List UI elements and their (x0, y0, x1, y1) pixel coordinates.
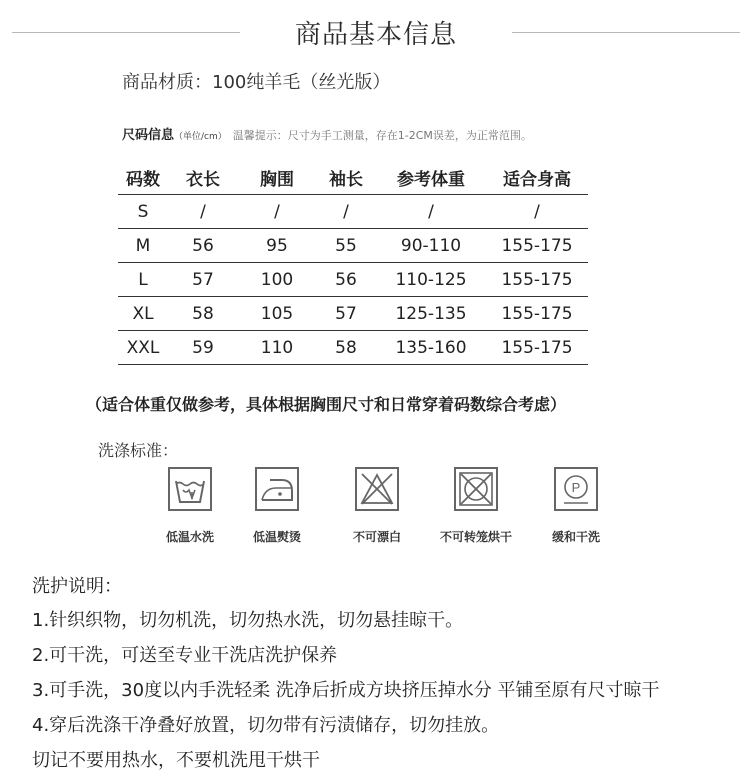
no-bleach-icon (354, 466, 400, 512)
care-line: 切记不要用热水，不要机洗甩干烘干 (32, 750, 320, 771)
care-line: 3.可手洗，30度以内手洗轻柔 洗净后折成方块挤压掉水分 平铺至原有尺寸晾干 (32, 680, 660, 701)
weight-note: （适合体重仅做参考，具体根据胸围尺寸和日常穿着码数综合考虑） (86, 395, 567, 414)
table-cell: M (118, 229, 168, 263)
washing-item (516, 462, 636, 545)
page-title: 商品基本信息 (294, 20, 457, 50)
low-temp-iron-icon (254, 466, 300, 512)
table-cell: 110-125 (376, 263, 486, 297)
care-line: 2.可干洗，可送至专业干洗店洗护保养 (32, 645, 338, 666)
table-cell: / (238, 195, 316, 229)
washing-label: 不可转笼烘干 (439, 530, 512, 544)
table-cell: 135-160 (376, 331, 486, 365)
washing-label: 不可漂白 (352, 530, 401, 544)
table-cell: 100 (238, 263, 316, 297)
table-cell: XXL (118, 331, 168, 365)
table-cell: S (118, 195, 168, 229)
header-cell: 参考体重 (376, 160, 486, 195)
size-table (118, 160, 588, 365)
header-cell: 胸围 (238, 160, 316, 195)
table-row (118, 331, 588, 365)
table-cell: 57 (316, 297, 376, 331)
table-cell: 90-110 (376, 229, 486, 263)
no-tumble-dry-icon (453, 466, 499, 512)
table-cell: / (316, 195, 376, 229)
header-cell: 适合身高 (486, 160, 588, 195)
header-cell: 袖长 (316, 160, 376, 195)
washing-icons (0, 462, 750, 562)
washing-title: 洗涤标准： (98, 441, 179, 460)
table-cell: 55 (316, 229, 376, 263)
header-cell: 衣长 (168, 160, 238, 195)
table-cell: 125-135 (376, 297, 486, 331)
care-line: 1.针织织物，切勿机洗，切勿热水洗，切勿悬挂晾干。 (32, 610, 464, 631)
table-cell: 95 (238, 229, 316, 263)
gentle-dry-clean-icon (553, 466, 599, 512)
low-temp-wash-icon (167, 466, 213, 512)
table-row (118, 195, 588, 229)
material-text: 商品材质：100纯羊毛（丝光版） (122, 72, 391, 93)
care-title: 洗护说明： (32, 576, 122, 597)
table-cell: 155-175 (486, 229, 588, 263)
table-cell: 58 (316, 331, 376, 365)
table-cell: 155-175 (486, 331, 588, 365)
table-cell: 57 (168, 263, 238, 297)
washing-label: 低温水洗 (165, 530, 214, 544)
table-cell: L (118, 263, 168, 297)
table-row (118, 297, 588, 331)
table-cell: 59 (168, 331, 238, 365)
table-cell: 58 (168, 297, 238, 331)
table-cell: / (486, 195, 588, 229)
table-row (118, 263, 588, 297)
care-line: 4.穿后洗涤干净叠好放置，切勿带有污渍储存，切勿挂放。 (32, 715, 500, 736)
title-divider-left (12, 32, 240, 33)
table-cell: XL (118, 297, 168, 331)
table-cell: / (376, 195, 486, 229)
size-info-unit: （单位/cm） (174, 132, 227, 142)
table-cell: 155-175 (486, 297, 588, 331)
size-info-tip: 温馨提示：尺寸为手工测量，存在1-2CM误差，为正常范围。 (232, 129, 532, 142)
svg-text:P: P (571, 480, 581, 495)
size-info (122, 124, 532, 143)
table-cell: 155-175 (486, 263, 588, 297)
washing-label: 低温熨烫 (252, 530, 301, 544)
washing-label: 缓和干洗 (551, 530, 600, 544)
table-cell: 110 (238, 331, 316, 365)
size-table-header (118, 160, 588, 195)
table-cell: 105 (238, 297, 316, 331)
title-row (0, 0, 750, 64)
title-divider-right (512, 32, 740, 33)
header-cell: 码数 (118, 160, 168, 195)
size-info-label: 尺码信息 (122, 128, 175, 143)
table-row (118, 229, 588, 263)
table-cell: / (168, 195, 238, 229)
table-cell: 56 (316, 263, 376, 297)
table-cell: 56 (168, 229, 238, 263)
